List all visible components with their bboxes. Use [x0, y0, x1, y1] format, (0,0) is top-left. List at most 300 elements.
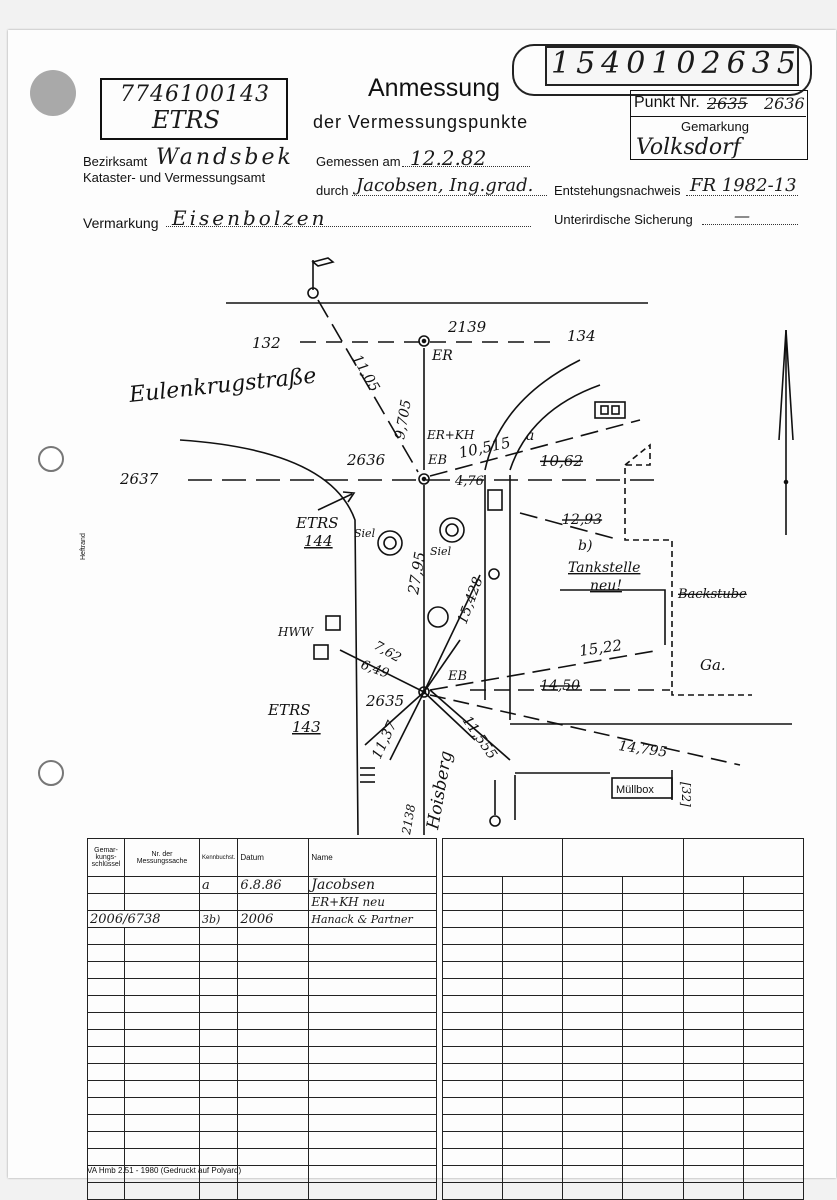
- label-d2795: 27,95: [404, 550, 430, 596]
- table-cell: [309, 1064, 437, 1081]
- table-cell: [683, 1115, 743, 1132]
- label-d2138: 2138: [399, 803, 419, 836]
- table-row: [443, 877, 804, 894]
- col-messungssache: Nr. der Messungssache: [125, 839, 200, 877]
- table-cell: [309, 1149, 437, 1166]
- table-cell: [125, 962, 200, 979]
- table-cell: [200, 1030, 238, 1047]
- table-cell: [623, 1149, 683, 1166]
- label-siel1: Siel: [354, 527, 376, 540]
- vermarkung-value: Eisenbolzen: [172, 206, 328, 230]
- table-cell: [623, 1013, 683, 1030]
- label-siel2: Siel: [430, 545, 452, 558]
- table-cell: [200, 1132, 238, 1149]
- table-cell: [683, 945, 743, 962]
- table-cell: [623, 1115, 683, 1132]
- table-cell: [563, 1115, 623, 1132]
- label-p132: 132: [252, 334, 281, 352]
- table-cell: [563, 1132, 623, 1149]
- table-cell: [563, 979, 623, 996]
- label-eb1: EB: [428, 453, 448, 468]
- page-title: Anmessung: [368, 74, 501, 102]
- table-row: [443, 911, 804, 928]
- table-cell: [125, 979, 200, 996]
- label-d1542: 15,428: [454, 574, 487, 627]
- table-row: [443, 1183, 804, 1200]
- vermarkung-label: Vermarkung: [83, 215, 159, 231]
- table-cell: [503, 1132, 563, 1149]
- table-row: [88, 877, 437, 894]
- heftrand-label: Heftrand: [80, 533, 87, 560]
- table-cell: [563, 945, 623, 962]
- gemarkung-value: Volksdorf: [636, 135, 741, 160]
- label-d11555: 11,555: [458, 713, 500, 763]
- table-cell: [238, 1183, 309, 1200]
- table-cell: [743, 1115, 803, 1132]
- table-cell: [88, 1115, 125, 1132]
- table-cell: [743, 1064, 803, 1081]
- punkt-label: Punkt Nr.: [634, 94, 700, 111]
- cell-name: Jacobsen: [309, 877, 437, 894]
- table-cell: [503, 979, 563, 996]
- label-eb2: EB: [448, 669, 468, 684]
- table-cell: [563, 1013, 623, 1030]
- table-row: [443, 928, 804, 945]
- table-cell: [503, 1081, 563, 1098]
- table-cell: [623, 979, 683, 996]
- table-cell: [563, 1098, 623, 1115]
- cell-key: [88, 894, 125, 911]
- durch-value: Jacobsen, Ing.grad.: [356, 175, 534, 196]
- label-n143: 143: [292, 718, 321, 736]
- table-cell: [125, 928, 200, 945]
- table-cell: [88, 979, 125, 996]
- cell-datum: 6.8.86: [238, 877, 309, 894]
- table-cell: [238, 962, 309, 979]
- table-cell: [683, 1064, 743, 1081]
- table-cell: [238, 1098, 309, 1115]
- cell-name: ER+KH neu: [309, 894, 437, 911]
- table-cell: [238, 1013, 309, 1030]
- label-d1450: 14,50: [540, 678, 581, 694]
- table-cell: [443, 1183, 503, 1200]
- table-cell: [309, 996, 437, 1013]
- table-cell: [443, 945, 503, 962]
- table-row: [88, 945, 437, 962]
- table-row: [88, 1149, 437, 1166]
- bezirksamt-value: Wandsbek: [156, 145, 294, 170]
- table-cell: [563, 1030, 623, 1047]
- label-d1293: 12,93: [562, 512, 603, 528]
- table-cell: [623, 945, 683, 962]
- table-row: [88, 1047, 437, 1064]
- table-row: [88, 894, 437, 911]
- table-cell: [683, 979, 743, 996]
- cell-nr: [125, 894, 200, 911]
- table-cell: [683, 894, 743, 911]
- table-cell: [443, 1132, 503, 1149]
- table-cell: [309, 1013, 437, 1030]
- table-cell: [238, 1166, 309, 1183]
- table-cell: [623, 962, 683, 979]
- cell-nr: [125, 877, 200, 894]
- table-cell: [683, 928, 743, 945]
- table-cell: [443, 1115, 503, 1132]
- table-cell: [443, 996, 503, 1013]
- durch-label: durch: [316, 183, 349, 198]
- table-cell: [503, 928, 563, 945]
- label-d1522: 15,22: [578, 636, 624, 660]
- table-row: [443, 1149, 804, 1166]
- gemessen-label: Gemessen am: [316, 154, 401, 169]
- label-d1105: 11,05: [348, 352, 383, 395]
- table-cell: [743, 979, 803, 996]
- label-a1: a: [526, 428, 535, 444]
- table-cell: [309, 1132, 437, 1149]
- table-row: [88, 1132, 437, 1149]
- table-cell: [623, 928, 683, 945]
- table-cell: [443, 1149, 503, 1166]
- table-cell: [200, 928, 238, 945]
- label-d1062: 10,62: [540, 452, 583, 470]
- table-cell: [125, 1030, 200, 1047]
- table-cell: [503, 1183, 563, 1200]
- table-cell: [309, 945, 437, 962]
- table-cell: [503, 1013, 563, 1030]
- table-cell: [563, 1183, 623, 1200]
- table-cell: [743, 1132, 803, 1149]
- label-d476: 4,76: [455, 474, 484, 489]
- table-cell: [238, 1081, 309, 1098]
- table-cell: [683, 1149, 743, 1166]
- table-cell: [200, 1183, 238, 1200]
- label-p2635: 2635: [366, 692, 405, 710]
- table-cell: [563, 996, 623, 1013]
- col-kennbuchst: Kennbuchst.: [200, 839, 238, 877]
- table-cell: [743, 928, 803, 945]
- table-row: [88, 1115, 437, 1132]
- table-cell: [125, 1183, 200, 1200]
- table-cell: [309, 1030, 437, 1047]
- table-cell: [443, 962, 503, 979]
- table-row: [443, 945, 804, 962]
- table-row: [443, 1064, 804, 1081]
- table-cell: [238, 945, 309, 962]
- gemarkung-label: Gemarkung: [681, 119, 749, 134]
- table-cell: [683, 962, 743, 979]
- table-cell: [125, 996, 200, 1013]
- table-cell: [125, 945, 200, 962]
- table-cell: [200, 1149, 238, 1166]
- table-row: [88, 1183, 437, 1200]
- table-cell: [88, 1030, 125, 1047]
- footer-note: VA Hmb 2.51 - 1980 (Gedruckt auf Polyard): [87, 1166, 242, 1175]
- table-cell: [88, 928, 125, 945]
- table-cell: [200, 962, 238, 979]
- table-cell: [683, 1183, 743, 1200]
- table-cell: [200, 1064, 238, 1081]
- table-cell: [683, 1047, 743, 1064]
- label-ga: Ga.: [700, 656, 726, 674]
- entstehung-label: Entstehungsnachweis: [554, 183, 681, 198]
- table-cell: [623, 877, 683, 894]
- table-cell: [88, 1064, 125, 1081]
- label-p2139: 2139: [448, 318, 487, 336]
- page-subtitle: der Vermessungspunkte: [313, 112, 529, 132]
- table-cell: [623, 1030, 683, 1047]
- table-row: [443, 894, 804, 911]
- table-cell: [443, 1013, 503, 1030]
- table-cell: [88, 1013, 125, 1030]
- cell-key: 2006/6738: [88, 911, 200, 928]
- table-cell: [200, 1115, 238, 1132]
- table-cell: [683, 1132, 743, 1149]
- table-cell: [743, 894, 803, 911]
- entstehung-value: FR 1982-13: [690, 175, 797, 196]
- table-row: [88, 979, 437, 996]
- id-box-etrs: ETRS: [152, 106, 221, 134]
- col-datum: Datum: [238, 839, 309, 877]
- table-cell: [503, 911, 563, 928]
- table-cell: [200, 996, 238, 1013]
- table-cell: [125, 1115, 200, 1132]
- table-row: [443, 1047, 804, 1064]
- table-row: [88, 1013, 437, 1030]
- table-row: [88, 996, 437, 1013]
- label-n32: [32]: [679, 782, 693, 807]
- table-cell: [88, 1149, 125, 1166]
- bezirksamt-label: Bezirksamt: [83, 154, 148, 169]
- label-n144: 144: [304, 532, 333, 550]
- kataster-label: Kataster- und Vermessungsamt: [83, 170, 266, 185]
- table-cell: [443, 877, 503, 894]
- cell-key: [88, 877, 125, 894]
- cell-datum: 2006: [238, 911, 309, 928]
- table-cell: [743, 1183, 803, 1200]
- table-cell: [743, 1081, 803, 1098]
- table-row: [88, 962, 437, 979]
- table-cell: [563, 839, 683, 877]
- table-cell: [88, 962, 125, 979]
- table-cell: [88, 1047, 125, 1064]
- table-cell: [623, 1047, 683, 1064]
- table-cell: [623, 1064, 683, 1081]
- table-cell: [125, 1064, 200, 1081]
- table-cell: [443, 1081, 503, 1098]
- table-cell: [623, 1183, 683, 1200]
- table-cell: [683, 996, 743, 1013]
- table-row: [443, 1081, 804, 1098]
- table-cell: [443, 1064, 503, 1081]
- table-cell: [238, 1115, 309, 1132]
- table-row: [443, 1013, 804, 1030]
- table-row: [443, 1115, 804, 1132]
- table-cell: [683, 1013, 743, 1030]
- table-cell: [443, 1047, 503, 1064]
- table-row: [443, 996, 804, 1013]
- table-cell: [743, 1013, 803, 1030]
- table-row: [443, 962, 804, 979]
- register-table-right: [442, 838, 804, 1200]
- table-cell: [683, 877, 743, 894]
- table-cell: [743, 996, 803, 1013]
- table-cell: [563, 928, 623, 945]
- table-cell: [309, 1183, 437, 1200]
- table-cell: [238, 1030, 309, 1047]
- table-cell: [623, 1166, 683, 1183]
- table-cell: [503, 1166, 563, 1183]
- table-cell: [563, 1166, 623, 1183]
- table-cell: [743, 911, 803, 928]
- table-cell: [623, 894, 683, 911]
- label-tank1: Tankstelle: [568, 560, 641, 576]
- table-cell: [88, 1183, 125, 1200]
- table-cell: [88, 1098, 125, 1115]
- table-cell: [503, 1115, 563, 1132]
- table-cell: [563, 1149, 623, 1166]
- table-cell: [563, 1064, 623, 1081]
- table-cell: [125, 1013, 200, 1030]
- table-cell: [238, 979, 309, 996]
- col-name: Name: [309, 839, 437, 877]
- sicherung-label: Unterirdische Sicherung: [554, 212, 693, 227]
- label-hww: HWW: [278, 625, 314, 639]
- stamp-number: 1540102635: [551, 46, 802, 81]
- table-row: [443, 979, 804, 996]
- table-cell: [200, 1013, 238, 1030]
- table-cell: [503, 996, 563, 1013]
- table-cell: [743, 1149, 803, 1166]
- table-cell: [443, 894, 503, 911]
- table-cell: [503, 1149, 563, 1166]
- label-d762: 7,62: [371, 638, 404, 666]
- table-cell: [443, 1098, 503, 1115]
- table-cell: [88, 1081, 125, 1098]
- table-cell: [443, 1166, 503, 1183]
- table-cell: [743, 1098, 803, 1115]
- table-cell: [743, 1166, 803, 1183]
- table-cell: [563, 877, 623, 894]
- table-cell: [503, 1064, 563, 1081]
- table-row: [88, 928, 437, 945]
- label-er1: ER: [432, 348, 453, 364]
- cell-name: Hanack & Partner: [309, 911, 437, 928]
- table-cell: [125, 1132, 200, 1149]
- table-cell: [238, 1149, 309, 1166]
- label-d1137: 11,37: [369, 718, 401, 762]
- table-cell: [443, 839, 563, 877]
- table-cell: [743, 1030, 803, 1047]
- table-cell: [200, 945, 238, 962]
- label-tank2: neu!: [590, 578, 622, 594]
- table-cell: [200, 979, 238, 996]
- table-cell: [125, 1047, 200, 1064]
- table-cell: [125, 1098, 200, 1115]
- table-row: [443, 1132, 804, 1149]
- table-cell: [683, 1166, 743, 1183]
- label-p2636: 2636: [347, 451, 386, 469]
- table-cell: [309, 962, 437, 979]
- table-row: [88, 1030, 437, 1047]
- table-cell: [623, 1132, 683, 1149]
- table-cell: [238, 1132, 309, 1149]
- table-cell: [238, 1064, 309, 1081]
- table-cell: [743, 877, 803, 894]
- table-cell: [743, 945, 803, 962]
- table-cell: [309, 979, 437, 996]
- table-cell: [503, 877, 563, 894]
- table-cell: [623, 1081, 683, 1098]
- cell-datum: [238, 894, 309, 911]
- table-cell: [503, 894, 563, 911]
- table-cell: [563, 1081, 623, 1098]
- col-gemarkung: Gemar-kungs-schlüssel: [88, 839, 125, 877]
- label-p134: 134: [567, 327, 596, 345]
- label-street2: Hoisberg: [423, 749, 457, 831]
- table-cell: [683, 911, 743, 928]
- table-cell: [683, 1081, 743, 1098]
- table-cell: [238, 1047, 309, 1064]
- table-cell: [563, 962, 623, 979]
- table-cell: [623, 996, 683, 1013]
- table-cell: [200, 1081, 238, 1098]
- cell-kb: [200, 894, 238, 911]
- label-backstube: Backstube: [678, 587, 747, 602]
- label-d649: 6,49: [358, 657, 391, 682]
- table-row: [88, 1098, 437, 1115]
- table-cell: [563, 894, 623, 911]
- cell-kb: 3b): [200, 911, 238, 928]
- table-cell: [683, 1030, 743, 1047]
- table-cell: [503, 1047, 563, 1064]
- table-row: [443, 1166, 804, 1183]
- punkt-value-struck: 2635: [707, 94, 748, 113]
- table-cell: [503, 1030, 563, 1047]
- table-cell: [623, 911, 683, 928]
- table-cell: [503, 1098, 563, 1115]
- label-d9705: 9,705: [392, 398, 415, 441]
- table-row: [88, 911, 437, 928]
- table-cell: [623, 1098, 683, 1115]
- table-cell: [309, 1081, 437, 1098]
- table-cell: [683, 839, 803, 877]
- table-cell: [563, 911, 623, 928]
- gemessen-value: 12.2.82: [410, 146, 487, 170]
- label-p2637: 2637: [120, 470, 159, 488]
- id-box-number: 7746100143: [120, 82, 270, 107]
- table-cell: [200, 1047, 238, 1064]
- cell-kb: a: [200, 877, 238, 894]
- table-cell: [238, 996, 309, 1013]
- table-cell: [309, 928, 437, 945]
- table-cell: [125, 1081, 200, 1098]
- table-cell: [88, 945, 125, 962]
- table-cell: [309, 1115, 437, 1132]
- label-b1: b): [578, 538, 593, 554]
- table-row: [443, 1098, 804, 1115]
- label-etrs144: ETRS: [296, 514, 339, 532]
- table-cell: [443, 911, 503, 928]
- table-cell: [563, 1047, 623, 1064]
- label-street: Eulenkrugstraße: [128, 363, 318, 408]
- table-row: [443, 1030, 804, 1047]
- label-d14795: 14,795: [617, 738, 669, 761]
- label-erkh: ER+KH: [427, 428, 475, 442]
- table-row: [443, 839, 804, 877]
- table-cell: [743, 1047, 803, 1064]
- table-cell: [683, 1098, 743, 1115]
- table-cell: [125, 1149, 200, 1166]
